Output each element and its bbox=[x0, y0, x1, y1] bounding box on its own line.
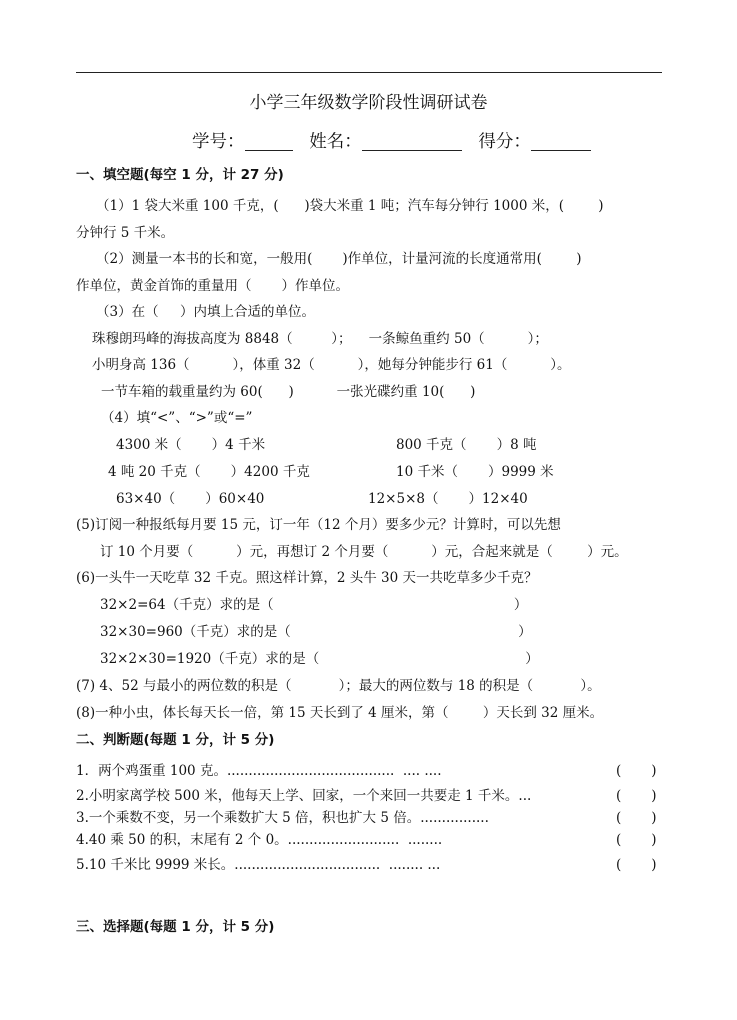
q4-row2-right: 10 千米（ ）9999 米 bbox=[396, 464, 554, 480]
judge-answer-5[interactable]: ( ) bbox=[616, 857, 657, 873]
q4-row1-left: 4300 米（ ）4 千米 bbox=[116, 437, 266, 453]
q3-line2: 小明身高 136（ ），体重 32（ ），她每分钟能步行 61（ ）。 bbox=[92, 357, 571, 373]
q3-intro: （3）在（ ）内填上合适的单位。 bbox=[96, 304, 316, 320]
q1-line2: 分钟行 5 千米。 bbox=[76, 225, 175, 241]
q8: (8)一种小虫，体长每天长一倍，第 15 天长到了 4 厘米，第（ ）天长到 32 厘米。 bbox=[76, 705, 604, 721]
judge-answer-2[interactable]: ( ) bbox=[616, 788, 657, 804]
q2-line1: （2）测量一本书的长和宽，一般用( )作单位，计量河流的长度通常用( ) bbox=[96, 251, 582, 267]
q6-intro: (6)一头牛一天吃草 32 千克。照这样计算，2 头牛 30 天一共吃草多少千克？ bbox=[76, 570, 538, 586]
q3-line1: 珠穆朗玛峰的海拔高度为 8848（ ）； 一条鲸鱼重约 50（ ）； bbox=[92, 331, 548, 347]
section1-heading: 一、填空题(每空 1 分，计 27 分) bbox=[76, 167, 284, 183]
q5-line2: 订 10 个月要（ ）元，再想订 2 个月要（ ）元，合起来就是（ ）元。 bbox=[100, 544, 628, 560]
student-id-label: 学号： bbox=[192, 132, 245, 152]
score-label: 得分： bbox=[478, 132, 531, 152]
section3-heading: 三、选择题(每题 1 分，计 5 分) bbox=[76, 919, 275, 935]
q6-row3: 32×2×30=1920（千克）求的是（ ） bbox=[100, 651, 539, 667]
score-blank[interactable] bbox=[531, 132, 591, 151]
q1-line1: （1）1 袋大米重 100 千克，( )袋大米重 1 吨；汽车每分钟行 1000 米，( ) bbox=[96, 198, 604, 214]
q7: (7) 4、52 与最小的两位数的积是（ ）；最大的两位数与 18 的积是（ ）。 bbox=[76, 678, 601, 694]
judge-answer-1[interactable]: ( ) bbox=[616, 763, 657, 779]
q4-intro: （4）填“<”、“>”或“=” bbox=[101, 410, 253, 426]
q6-row2: 32×30=960（千克）求的是（ ） bbox=[100, 624, 532, 640]
judge-item-1: 1．两个鸡蛋重 100 克。....................................... .... .... bbox=[76, 763, 442, 779]
student-id-blank[interactable] bbox=[245, 132, 293, 151]
q3-line3: 一节车箱的载重量约为 60( ) 一张光碟约重 10( ) bbox=[101, 384, 476, 400]
student-info-row bbox=[192, 128, 591, 153]
judge-item-4: 4.40 乘 50 的积，末尾有 2 个 0。.......................... ........ bbox=[76, 832, 443, 848]
judge-answer-3[interactable]: ( ) bbox=[616, 810, 657, 826]
judge-answer-4[interactable]: ( ) bbox=[616, 832, 657, 848]
page-title: 小学三年级数学阶段性调研试卷 bbox=[249, 93, 488, 113]
q4-row2-left: 4 吨 20 千克（ ）4200 千克 bbox=[108, 464, 310, 480]
q5-line1: (5)订阅一种报纸每月要 15 元，订一年（12 个月）要多少元？计算时，可以先想 bbox=[76, 517, 561, 533]
name-blank[interactable] bbox=[362, 132, 462, 151]
q6-row1: 32×2=64（千克）求的是（ ） bbox=[100, 597, 528, 613]
judge-item-2: 2.小明家离学校 500 米，他每天上学、回家，一个来回一共要走 1 千米。... bbox=[76, 788, 532, 804]
q4-row1-right: 800 千克（ ）8 吨 bbox=[396, 437, 537, 453]
judge-item-5: 5.10 千米比 9999 米长。.................................. ........ ... bbox=[76, 857, 441, 873]
top-rule bbox=[76, 72, 662, 73]
q2-line2: 作单位，黄金首饰的重量用（ ）作单位。 bbox=[76, 278, 350, 294]
name-label: 姓名： bbox=[309, 132, 362, 152]
section2-heading: 二、判断题(每题 1 分，计 5 分) bbox=[76, 732, 275, 748]
q4-row3-right: 12×5×8（ ）12×40 bbox=[368, 491, 528, 507]
judge-item-3: 3.一个乘数不变，另一个乘数扩大 5 倍，积也扩大 5 倍。................ bbox=[76, 810, 489, 826]
q4-row3-left: 63×40（ ）60×40 bbox=[116, 491, 265, 507]
